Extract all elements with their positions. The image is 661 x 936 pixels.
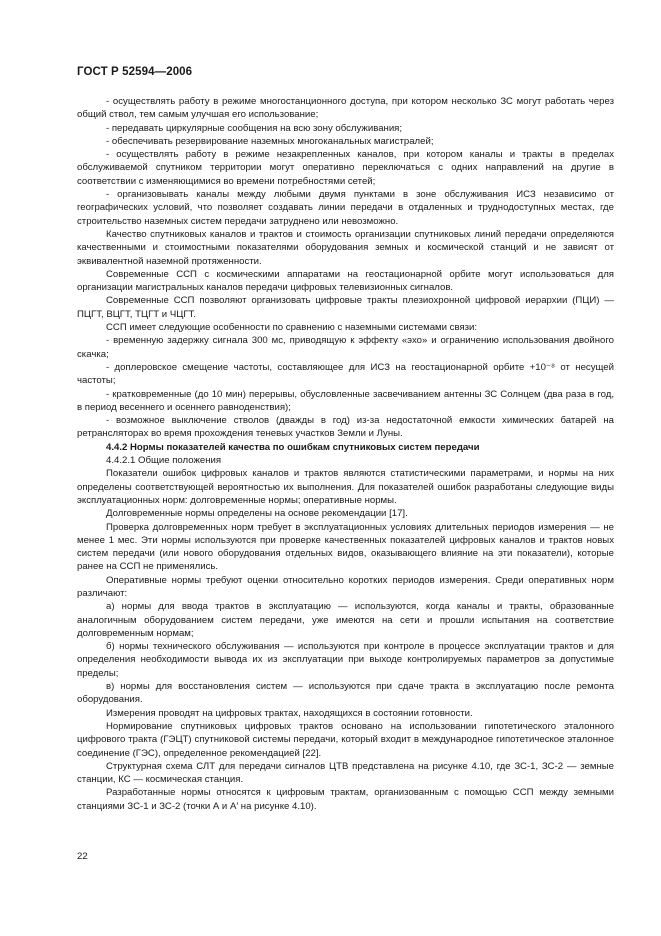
paragraph: Современные ССП позволяют организовать цифровые тракты плезиохронной цифровой иерархии (ПЦИ) — ПЦГТ, ВЦГТ, ТЦГТ и ЧЦГТ. bbox=[77, 295, 614, 320]
paragraph: Структурная схема СЛТ для передачи сигналов ЦТВ представлена на рисунке 4.10, где ЗС-1, ЗС-2 — земные станции, КС — космическая станция. bbox=[77, 760, 614, 786]
paragraph: - передавать циркулярные сообщения на всю зону обслуживания; bbox=[106, 122, 403, 134]
paragraph: Нормирование спутниковых цифровых трактов основано на использовании гипотетического эталонного цифрового тракта (ГЭЦТ) спутниковой системы передачи, который входит в международное гипотетическое эталонное соединение (ГЭС), определенное рекомендацией [22]. bbox=[77, 720, 614, 759]
page-number: 22 bbox=[77, 851, 88, 862]
paragraph: в) нормы для восстановления систем — используются при сдаче тракта в эксплуатацию после ремонта оборудования. bbox=[77, 681, 614, 706]
paragraph: - возможное выключение стволов (дважды в год) из-за недостаточной емкости химических батарей на ретрансляторах во время прохождения теневых участков Земли и Луны. bbox=[77, 415, 614, 440]
paragraph: Проверка долговременных норм требует в эксплуатационных условиях длительных периодов измерения — не менее 1 мес. Эти нормы используются при проверке качественных показателей цифровых каналов и трактов новых систем передачи (или нового оборудования отдельных видов, оказывающего влияние на эти показатели), которые ранее на ССП не применялись. bbox=[77, 521, 614, 573]
paragraph: ССП имеет следующие особенности по сравнению с наземными системами связи: bbox=[106, 322, 478, 334]
subsection-heading: 4.4.2.1 Общие положения bbox=[106, 455, 222, 467]
paragraph: Долговременные нормы определены на основе рекомендации [17]. bbox=[106, 508, 408, 520]
paragraph: Качество спутниковых каналов и трактов и стоимость организации спутниковых линий передачи определяются качественными и стоимостными показателями оборудования земных и космической станций и не зависят от эквивалентной наземной протяженности. bbox=[77, 228, 614, 267]
paragraph: - осуществлять работу в режиме многостанционного доступа, при котором несколько ЗС могут работать через общий ствол, тем самым улучшая его использование; bbox=[77, 96, 614, 121]
paragraph: Показатели ошибок цифровых каналов и трактов являются статистическими параметрами, и нормы на них определены соответствующей вероятностью их выполнения. Для показателей ошибок разработаны следующие виды эксплуатационных норм: долговременные нормы; оперативные нормы. bbox=[77, 468, 614, 506]
paragraph: б) нормы технического обслуживания — используются при контроле в процессе эксплуатации трактов и для определения необходимости вывода их из эксплуатации при выходе контролируемых параметров за допустимые пределы; bbox=[77, 641, 614, 679]
paragraph: - доплеровское смещение частоты, составляющее для ИСЗ на геостационарной орбите +10⁻⁸ от несущей частоты; bbox=[77, 361, 614, 387]
section-heading: 4.4.2 Нормы показателей качества по ошибкам спутниковых систем передачи bbox=[106, 441, 480, 453]
paragraph: Современные ССП с космическими аппаратами на геостационарной орбите могут использоваться для организации магистральных каналов передачи цифровых телевизионных сигналов. bbox=[77, 268, 614, 294]
paragraph: - кратковременные (до 10 мин) перерывы, обусловленные засвечиванием антенны ЗС Солнцем (два раза в год, в период весеннего и осеннего равноденствия); bbox=[77, 388, 614, 413]
paragraph: - осуществлять работу в режиме незакрепленных каналов, при котором каналы и тракты в пределах обслуживаемой спутником территории могут оперативно переключаться с одних направлений на другие в соответствии с изменяющимися во времени потребностями сетей; bbox=[77, 149, 614, 187]
paragraph: - организовывать каналы между любыми двумя пунктами в зоне обслуживания ИСЗ независимо от географических условий, что позволяет создавать линии передачи в отдаленных и труднодоступных местах, где строительство наземных систем передачи затруднено или невозможно. bbox=[77, 189, 614, 227]
paragraph: а) нормы для ввода трактов в эксплуатацию — используются, когда каналы и тракты, образованные аналогичным оборудованием систем передачи, уже имеются на сети и прошли испытания на соответствие долговременным нормам; bbox=[77, 601, 614, 639]
paragraph: Разработанные нормы относятся к цифровым трактам, организованным с помощью ССП между земными станциями ЗС-1 и ЗС-2 (точки А и А′ на рисунке 4.10). bbox=[77, 787, 614, 812]
document-body bbox=[77, 95, 614, 813]
paragraph: - обеспечивать резервирование наземных многоканальных магистралей; bbox=[106, 135, 434, 147]
paragraph: Измерения проводят на цифровых трактах, находящихся в состоянии готовности. bbox=[106, 707, 473, 719]
paragraph: - временную задержку сигнала 300 мс, приводящую к эффекту «эхо» и ограничению использования двойного скачка; bbox=[77, 335, 614, 360]
document-header: ГОСТ Р 52594—2006 bbox=[77, 66, 193, 78]
paragraph: Оперативные нормы требуют оценки относительно коротких периодов измерения. Среди оперативных норм различают: bbox=[77, 574, 614, 599]
